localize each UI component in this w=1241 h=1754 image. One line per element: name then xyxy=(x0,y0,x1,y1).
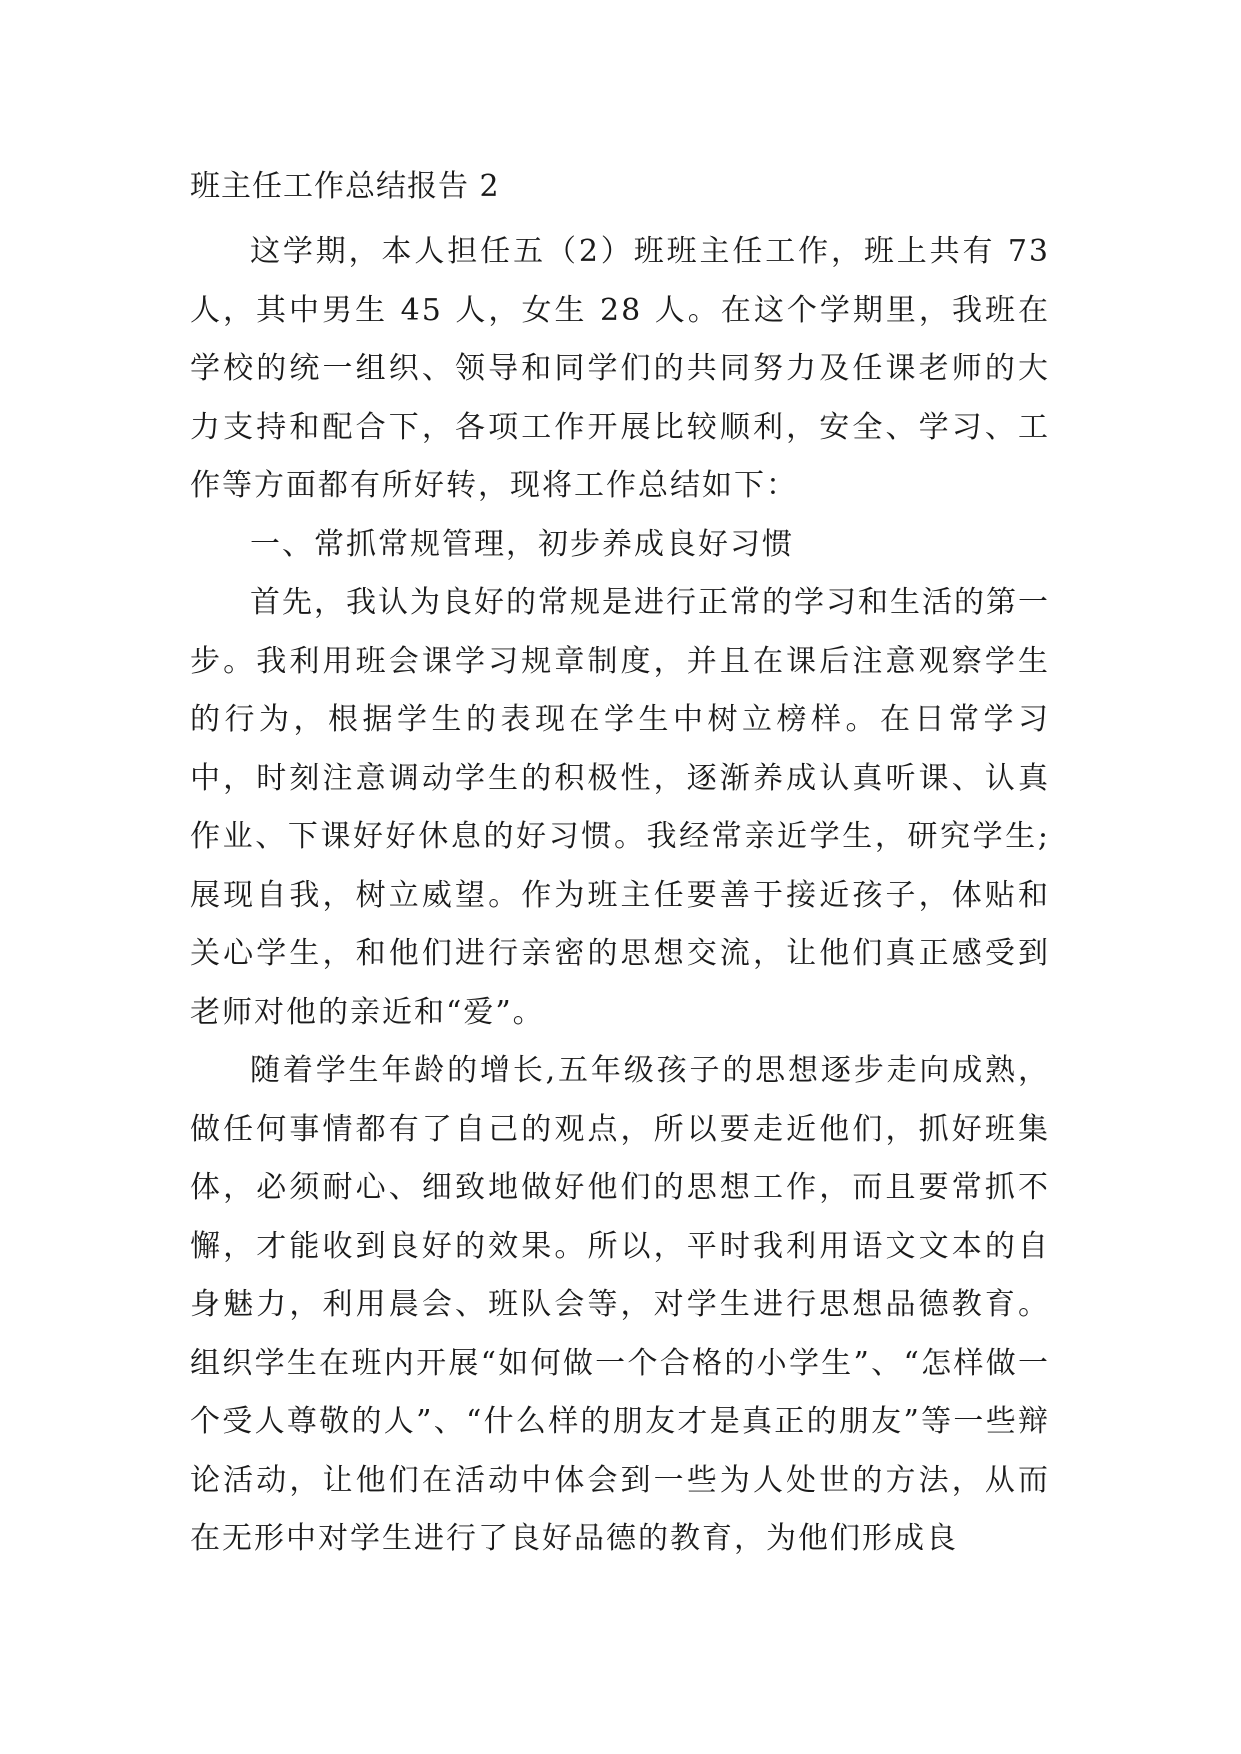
paragraph-moral-education: 随着学生年龄的增长,五年级孩子的思想逐步走向成熟，做任何事情都有了自己的观点，所以要走近他们，抓好班集体，必须耐心、细致地做好他们的思想工作，而且要常抓不懈，才能收到良好的效果。所以，平时我利用语文文本的自身魅力，利用晨会、班队会等，对学生进行思想品德教育。组织学生在班内开展“如何做一个合格的小学生”、“怎样做一个受人尊敬的人”、“什么样的朋友才是真正的朋友”等一些辩论活动，让他们在活动中体会到一些为人处世的方法，从而在无形中对学生进行了良好品德的教育，为他们形成良 xyxy=(190,1053,1050,1556)
paragraph-routine-management: 首先，我认为良好的常规是进行正常的学习和生活的第一步。我利用班会课学习规章制度，并且在课后注意观察学生的行为，根据学生的表现在学生中树立榜样。在日常学习中，时刻注意调动学生的积极性，逐渐养成认真听课、认真作业、下课好好休息的好习惯。我经常亲近学生，研究学生;展现自我，树立威望。作为班主任要善于接近孩子，体贴和关心学生，和他们进行亲密的思想交流，让他们真正感受到老师对他的亲近和“爱”。 xyxy=(190,585,1050,1030)
section-heading-1: 一、常抓常规管理，初步养成良好习惯 xyxy=(250,526,794,562)
document-title: 班主任工作总结报告 2 xyxy=(190,169,500,204)
document-body xyxy=(190,165,1050,1569)
paragraph-intro: 这学期，本人担任五（2）班班主任工作，班上共有 73 人，其中男生 45 人，女生 28 人。在这个学期里，我班在学校的统一组织、领导和同学们的共同努力及任课老师的大力支持和配合下，各项工作开展比较顺利，安全、学习、工作等方面都有所好转，现将工作总结如下： xyxy=(190,234,1050,503)
